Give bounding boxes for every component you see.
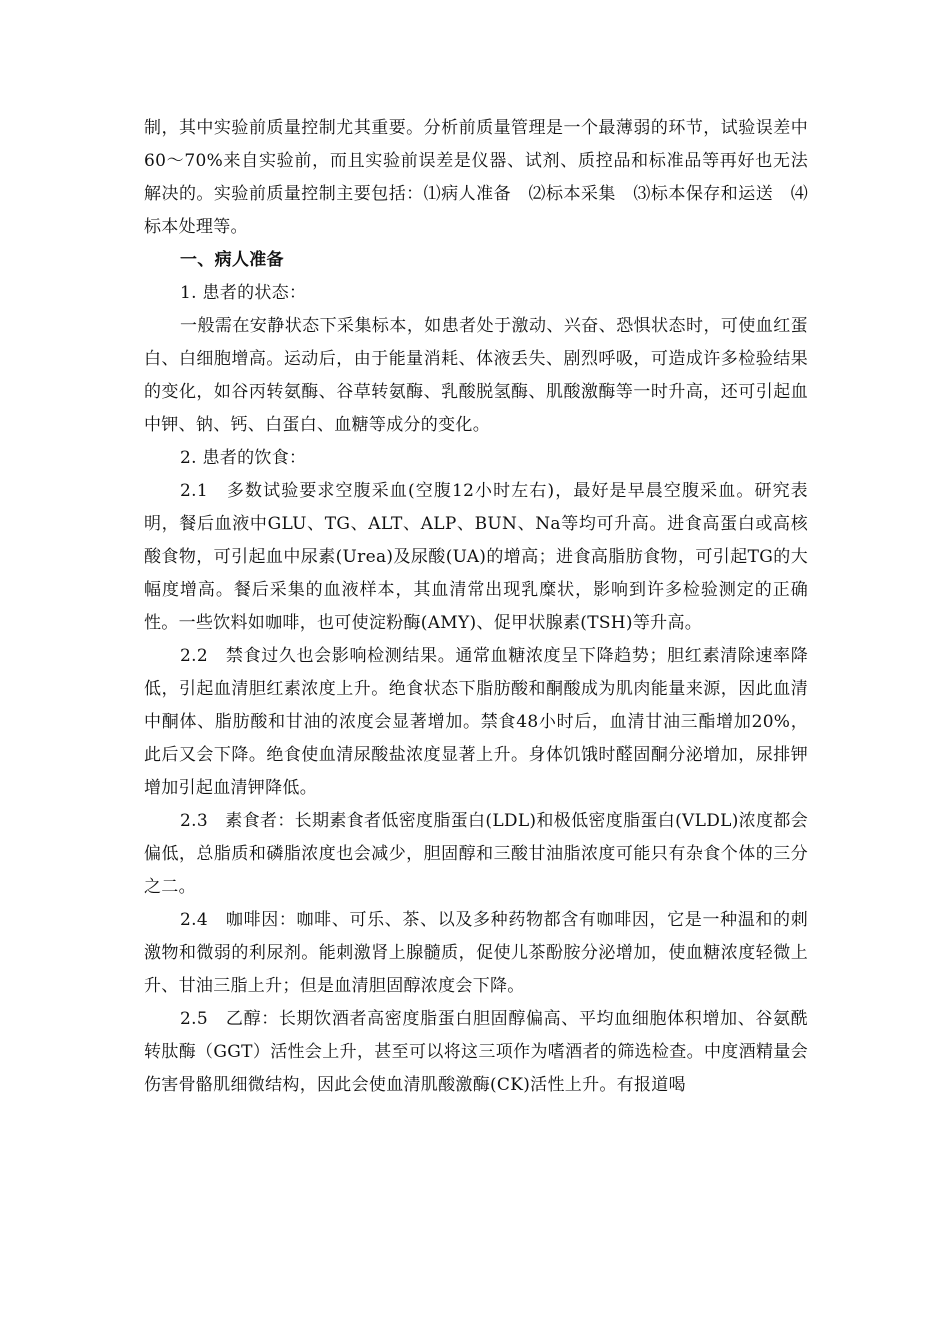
- subheading-patient-state: 1. 患者的状态：: [180, 283, 307, 303]
- paragraph-diet-2-4: 2.4 咖啡因：咖啡、可乐、茶、以及多种药物都含有咖啡因，它是一种温和的刺激物和微弱的利尿剂。能刺激肾上腺髓质，促使儿茶酚胺分泌增加，使血糖浓度轻微上升、甘油三脂上升；但是血清胆固醇浓度会下降。: [144, 910, 808, 996]
- paragraph-diet-2-2: 2.2 禁食过久也会影响检测结果。通常血糖浓度呈下降趋势；胆红素清除速率降低，引起血清胆红素浓度上升。绝食状态下脂肪酸和酮酸成为肌肉能量来源，因此血清中酮体、脂肪酸和甘油的浓度会显著增加。禁食48小时后，血清甘油三酯增加20%，此后又会下降。绝食使血清尿酸盐浓度显著上升。身体饥饿时醛固酮分泌增加，尿排钾增加引起血清钾降低。: [144, 646, 808, 798]
- paragraph-patient-state: 一般需在安静状态下采集标本，如患者处于激动、兴奋、恐惧状态时，可使血红蛋白、白细胞增高。运动后，由于能量消耗、体液丢失、剧烈呼吸，可造成许多检验结果的变化，如谷丙转氨酶、谷草转氨酶、乳酸脱氢酶、肌酸激酶等一时升高，还可引起血中钾、钠、钙、白蛋白、血糖等成分的变化。: [144, 316, 808, 435]
- paragraph-intro: 制，其中实验前质量控制尤其重要。分析前质量管理是一个最薄弱的环节，试验误差中60～70%来自实验前，而且实验前误差是仪器、试剂、质控品和标准品等再好也无法解决的。实验前质量控制主要包括：⑴病人准备 ⑵标本采集 ⑶标本保存和运送 ⑷标本处理等。: [144, 118, 808, 237]
- paragraph-diet-2-5: 2.5 乙醇：长期饮酒者高密度脂蛋白胆固醇偏高、平均血细胞体积增加、谷氨酰转肽酶（GGT）活性会上升，甚至可以将这三项作为嗜酒者的筛选检查。中度酒精量会伤害骨骼肌细微结构，因此会使血清肌酸激酶(CK)活性上升。有报道喝: [144, 1009, 808, 1095]
- document-page: [144, 112, 808, 1102]
- paragraph-diet-2-1: 2.1 多数试验要求空腹采血(空腹12小时左右)，最好是早晨空腹采血。研究表明，餐后血液中GLU、TG、ALT、ALP、BUN、Na等均可升高。进食高蛋白或高核酸食物，可引起血中尿素(Urea)及尿酸(UA)的增高；进食高脂肪食物，可引起TG的大幅度增高。餐后采集的血液样本，其血清常出现乳糜状，影响到许多检验测定的正确性。一些饮料如咖啡，也可使淀粉酶(AMY)、促甲状腺素(TSH)等升高。: [144, 481, 808, 633]
- subheading-patient-diet: 2. 患者的饮食：: [180, 448, 307, 468]
- paragraph-diet-2-3: 2.3 素食者：长期素食者低密度脂蛋白(LDL)和极低密度脂蛋白(VLDL)浓度都会偏低，总脂质和磷脂浓度也会减少，胆固醇和三酸甘油脂浓度可能只有杂食个体的三分之二。: [144, 811, 808, 897]
- section-heading-patient-preparation: 一、病人准备: [180, 250, 284, 270]
